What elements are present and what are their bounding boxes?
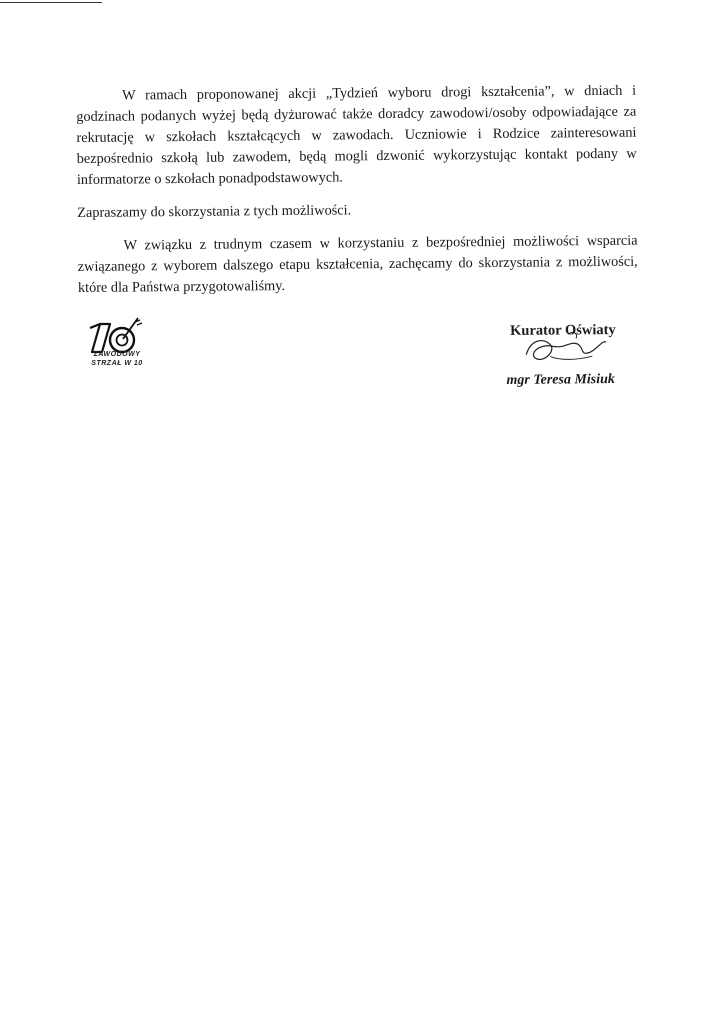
paragraph-invitation: Zapraszamy do skorzystania z tych możliwości. [77, 202, 352, 221]
signature-title: Kurator Oświaty [509, 321, 616, 339]
paragraph-campaign: W ramach proponowanej akcji „Tydzień wyboru drogi kształcenia”, w dniach i godzinach podanych wyżej będą dyżurować także doradcy zawodowi/osoby odpowiadające za rekrutację w szkołach kształcących w zawodach. Uczniowie i Rodzice zainteresowani bezpośrednio szkołą lub zawodem, będą mogli dzwonić wykorzystując kontakt podany w informatorze o szkołach ponadpodstawowych. [76, 82, 637, 188]
logo-caption [87, 350, 147, 368]
paragraph-support: W związku z trudnym czasem w korzystaniu z bezpośredniej możliwości wsparcia związanego z wyborem dalszego etapu kształcenia, zachęcamy do skorzystania z możliwości, które dla Państwa przygotowaliśmy. [77, 232, 638, 296]
logo-caption-line2: STRZAŁ W 10 [91, 360, 143, 367]
logo-caption-line1: ZAWODOWY [93, 351, 141, 358]
handwritten-signature [520, 326, 610, 369]
signatory-name: mgr Teresa Misiuk [506, 371, 615, 388]
zawodowy-strzal-logo-icon [82, 316, 152, 378]
letter-body [76, 81, 638, 311]
top-rule [0, 2, 102, 3]
signature-block [500, 322, 661, 403]
